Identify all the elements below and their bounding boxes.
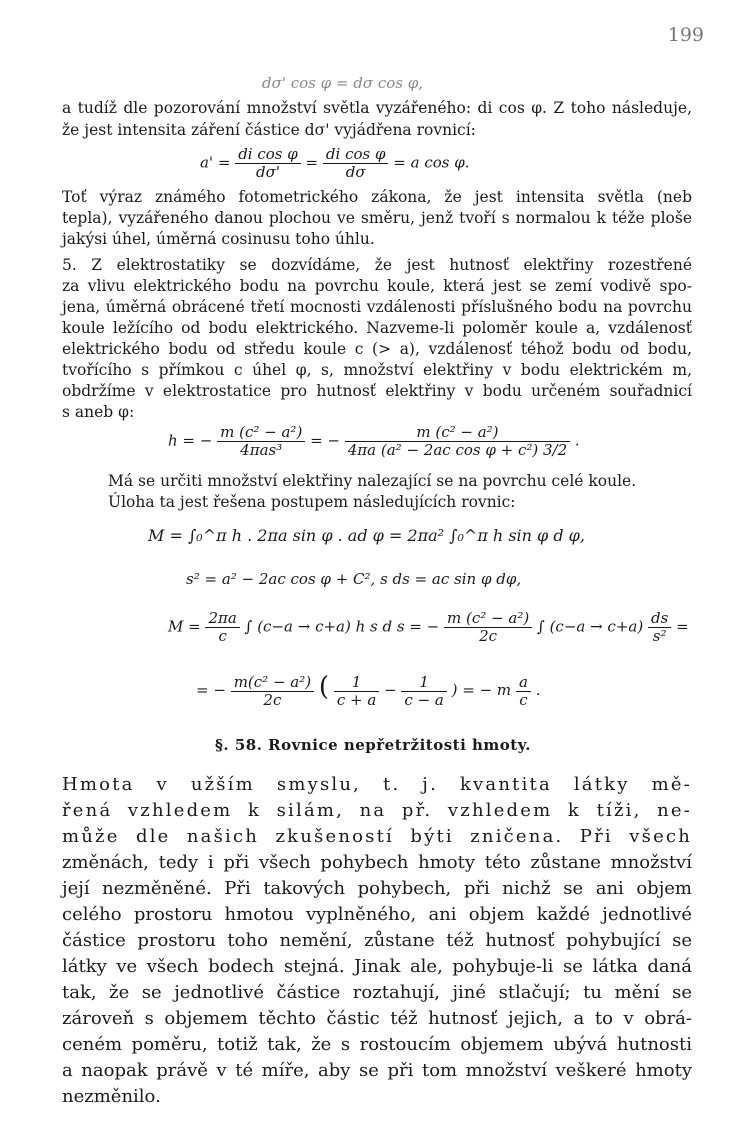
eq-end: . [535, 681, 541, 699]
equation-mass-integral: M = ∫₀^π h . 2πa sin φ . ad φ = 2πa² ∫₀^π h sin φ d φ, [148, 526, 585, 545]
page-number: 199 [667, 24, 704, 46]
denominator: 4πas³ [240, 441, 283, 459]
text-line: a naopak právě v té míře, aby se při tom množství veškeré hmoty [62, 1060, 692, 1081]
fraction [444, 610, 532, 645]
eq-lhs: M = [168, 617, 201, 636]
section-heading: §. 58. Rovnice nepřetržitosti hmoty. [215, 736, 531, 754]
fraction [231, 674, 314, 709]
equation-s-substitution: s² = a² − 2ac cos φ + C², s ds = ac sin φ dφ, [186, 570, 522, 588]
paren: ( [318, 672, 330, 702]
numerator: 2πa [205, 610, 239, 628]
numerator: a [516, 674, 531, 692]
eq-end: = [676, 617, 689, 636]
text-line: její nezměněné. Při takových pohybech, při nichž se ani objem [62, 878, 692, 899]
equation-mass-result [196, 672, 540, 709]
eq-mid: = − [310, 431, 340, 450]
integral: ∫ (c−a → c+a) h s d s = − [244, 617, 440, 636]
eq-lhs: a' = [200, 153, 231, 172]
numerator: m (c² − a²) [345, 424, 570, 442]
numerator: m (c² − a²) [217, 424, 305, 442]
denominator: c [218, 627, 227, 645]
denominator: dσ' [255, 163, 280, 181]
equation-dsigma: dσ' cos φ = dσ cos φ, [262, 74, 424, 92]
text-line: Úloha ta jest řešena postupem následujících rovnic: [108, 493, 516, 511]
eq-rhs: = a cos φ. [393, 153, 470, 172]
eq-minus: − [384, 681, 397, 699]
eq-lhs: h = − [168, 431, 213, 450]
section-body [62, 772, 692, 1122]
text-line: Toť výraz známého fotometrického zákona, že jest intensita světla (neb [62, 188, 692, 206]
text-line: zároveň s objemem těchto částic též hutnosť jejich, a to v obrá- [62, 1008, 692, 1029]
text-line: tak, že se jednotlivé částice roztahují, jiné stlačují; tu mění se [62, 982, 692, 1003]
text-line: celého prostoru hmotou vyplněného, ani objem každé jednotlivé [62, 904, 692, 925]
eq-close: ) = − m [451, 681, 512, 699]
numerator: ds [648, 610, 671, 628]
text-line: 5. Z elektrostatiky se dozvídáme, že jest hutnosť elektřiny rozestřené [62, 256, 692, 274]
text-line: s aneb φ: [62, 403, 135, 421]
eq-end: . [574, 431, 580, 450]
denominator: 2c [263, 690, 282, 709]
text-line: změnách, tedy i při všech pohybech hmoty této zůstane množství [62, 852, 692, 873]
text-line: ceném poměru, totiž tak, že s rostoucím objemem ubývá hutnosti [62, 1034, 692, 1055]
numerator: 1 [334, 674, 379, 692]
text-line: může dle našich zkušeností býti zničena. Při všech [62, 826, 692, 847]
text-line: za vlivu elektrického bodu na povrchu koule, která jest se zemí vodivě spo- [62, 277, 692, 295]
fraction [205, 610, 239, 645]
denominator: c + a [336, 690, 377, 709]
denominator: 2c [479, 627, 498, 645]
text-line: obdržíme v elektrostatice pro hutnosť elektřiny v bodu určeném souřadnicí [62, 382, 692, 400]
numerator: di cos φ [235, 146, 301, 164]
paragraph-electrostatics [62, 254, 692, 424]
text-line: Hmota v užším smyslu, t. j. kvantita látky mě- [62, 774, 692, 795]
denominator: 4πa (a² − 2ac cos φ + c²) 3/2 [347, 441, 568, 459]
text-line: elektrického bodu od středu koule c (> a), vzdálenosť téhož bodu od bodu, [62, 340, 692, 358]
denominator: s² [652, 627, 667, 645]
fraction [345, 424, 570, 459]
paragraph-photometric [62, 186, 692, 256]
text-line: jena, úměrná obrácené třetí mocnosti vzdálenosti příslušného bodu na povrchu [62, 298, 692, 316]
fraction [401, 674, 446, 709]
fraction [323, 146, 389, 181]
text-line: a tudíž dle pozorování množství světla vyzářeného: di cos φ. Z toho následuje, [62, 99, 692, 117]
denominator: dσ [345, 163, 366, 181]
text-line: částice prostoru toho nemění, zůstane též hutnosť pohybující se [62, 930, 692, 951]
text-line: koule ležícího od bodu elektrického. Nazveme-li poloměr koule a, vzdálenosť [62, 319, 692, 337]
fraction [516, 674, 531, 709]
fraction [217, 424, 305, 459]
eq-lhs: = − [196, 681, 226, 699]
text-line: řená vzhledem k silám, na př. vzhledem k tíži, ne- [62, 800, 692, 821]
fraction [334, 674, 379, 709]
text-line: Má se určiti množství elektřiny nalezající se na povrchu celé koule. [108, 472, 637, 490]
numerator: m(c² − a²) [231, 674, 314, 692]
numerator: 1 [401, 674, 446, 692]
equation-density [168, 424, 580, 459]
fraction [235, 146, 301, 181]
intro-lines [62, 97, 692, 147]
text-line: nezměnilo. [62, 1086, 161, 1107]
numerator: di cos φ [323, 146, 389, 164]
equation-mass-s [168, 610, 689, 645]
denominator: c − a [404, 690, 444, 709]
equation-intensity: a' = $\frac{\text{di cos φ}}{d\sigma'}$ = $\frac{\text{di cos φ}}{d\sigma}$ = a cos φ. [200, 145, 470, 181]
paragraph-task [108, 470, 692, 516]
text-line: že jest intensita záření částice dσ' vyjádřena rovnicí: [62, 121, 476, 139]
numerator: m (c² − a²) [444, 610, 532, 628]
denominator: c [519, 690, 528, 709]
text-line: jakýsi úhel, úměrná cosinusu toho úhlu. [62, 230, 375, 248]
integral: ∫ (c−a → c+a) [536, 617, 644, 636]
text-line: tvořícího s přímkou c úhel φ, s, množství elektřiny v bodu elektrickém m, [62, 361, 692, 379]
text-line: látky ve všech bodech stejná. Jinak ale, pohybuje-li se látka daná [62, 956, 692, 977]
text-line: tepla), vyzářeného danou plochou ve směru, jenž tvoří s normalou k téže ploše [62, 209, 692, 227]
fraction [648, 610, 671, 645]
